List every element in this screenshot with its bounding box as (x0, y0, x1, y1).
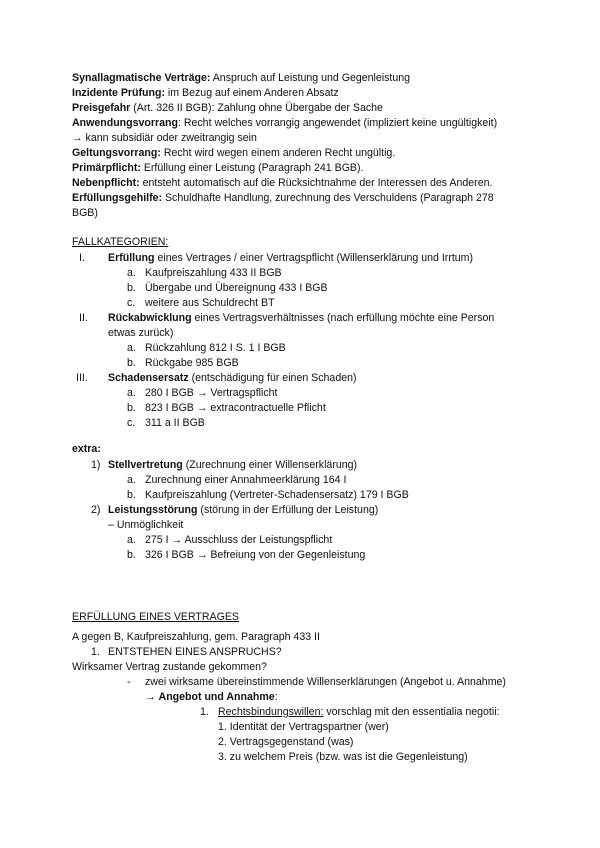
sub-item-text: 280 I BGB → Vertragspflicht (145, 387, 278, 399)
definition-line (72, 86, 339, 101)
list-number: 1. (91, 646, 100, 658)
sub-item-letter: b. (127, 489, 136, 501)
definition-line (72, 146, 395, 161)
sub-item-letter: b. (127, 282, 136, 294)
section-heading-extra: extra: (72, 443, 101, 455)
definition-term: Anwendungsvorrang (72, 117, 178, 129)
definition-term: Synallagmatische Verträge: (72, 72, 211, 84)
list-item-text: eines Vertragsverhältnisses (nach erfüllung möchte eine Person (191, 312, 495, 324)
sub-item-letter: a. (127, 534, 136, 546)
essentialia-item: 3. zu welchem Preis (bzw. was ist die Gegenleistung) (218, 751, 468, 763)
definition-term: Preisgefahr (72, 102, 131, 114)
arrow-line: → Angebot und Annahme: (145, 691, 278, 703)
section-heading-fallkategorien: FALLKATEGORIEN: (72, 236, 169, 248)
list-item: ENTSTEHEN EINES ANSPRUCHS? (108, 646, 282, 658)
sub-item-text: 326 I BGB → Befreiung von der Gegenleistung (145, 549, 366, 561)
rechtsbindungswillen-term: Rechtsbindungswillen: (218, 706, 324, 718)
list-item-term: Stellvertretung (108, 459, 183, 471)
sub-item-text: Zurechnung einer Annahmeerklärung 164 I (145, 474, 347, 486)
list-numeral: II. (79, 312, 88, 324)
sub-item-text: 311 a II BGB (145, 417, 205, 429)
definition-text: entsteht automatisch auf die Rücksichtnahme der Interessen des Anderen. (139, 177, 493, 189)
list-item-continuation: – Unmöglichkeit (108, 519, 184, 531)
sub-item-letter: a. (127, 342, 136, 354)
list-item (108, 371, 357, 386)
definition-term: Erfüllungsgehilfe: (72, 192, 163, 204)
sub-item-text: Kaufpreiszahlung 433 II BGB (145, 267, 282, 279)
sub-item-letter: c. (127, 417, 136, 429)
definition-text: Anspruch auf Leistung und Gegenleistung (210, 72, 411, 84)
case-line: A gegen B, Kaufpreiszahlung, gem. Paragraph 433 II (72, 631, 320, 643)
list-numeral: I. (79, 252, 85, 264)
list-item-text: (störung in der Erfüllung der Leistung) (197, 504, 379, 516)
list-item-text: (Zurechnung einer Willenserklärung) (182, 459, 358, 471)
list-item-term: Erfüllung (108, 252, 155, 264)
list-number: 2) (91, 504, 101, 516)
definition-term: Primärpflicht: (72, 162, 141, 174)
list-item-term: Leistungsstörung (108, 504, 198, 516)
definition-text: (Art. 326 II BGB): Zahlung ohne Übergabe der Sache (130, 102, 383, 114)
definition-line (72, 176, 492, 191)
list-item-term: Schadensersatz (108, 372, 189, 384)
sub-item-text: 823 I BGB → extracontractuelle Pflicht (145, 402, 326, 414)
sub-item-letter: c. (127, 297, 136, 309)
sub-item-text: 275 I → Ausschluss der Leistungspflicht (145, 534, 333, 546)
list-item (108, 458, 357, 473)
list-item (218, 705, 500, 720)
definition-line (72, 131, 257, 146)
definition-term: Nebenpflicht: (72, 177, 140, 189)
list-item-text: (entschädigung für einen Schaden) (188, 372, 357, 384)
list-item-continuation: etwas zurück) (108, 327, 174, 339)
definition-term: Geltungsvorrang: (72, 147, 161, 159)
sub-item-letter: a. (127, 387, 136, 399)
section-heading-erfuellung: ERFÜLLUNG EINES VERTRAGES (72, 611, 239, 623)
sub-item-letter: a. (127, 474, 136, 486)
list-item-text: eines Vertrages / einer Vertragspflicht (Willenserklärung und Irrtum) (154, 252, 474, 264)
definition-line (72, 101, 383, 116)
list-item (108, 311, 494, 326)
sub-item-text: Rückgabe 985 BGB (145, 357, 239, 369)
definition-line (72, 71, 410, 86)
essentialia-item: 2. Vertragsgegenstand (was) (218, 736, 354, 748)
sub-item-text: Kaufpreiszahlung (Vertreter-Schadensersatz) 179 I BGB (145, 489, 409, 501)
bullet-text: zwei wirksame übereinstimmende Willenserklärungen (Angebot u. Annahme) (145, 676, 506, 688)
sub-item-letter: b. (127, 549, 136, 561)
list-item (108, 251, 473, 266)
definition-text: im Bezug auf einem Anderen Absatz (164, 87, 339, 99)
sub-item-text: weitere aus Schuldrecht BT (145, 297, 275, 309)
sub-item-text: Rückzahlung 812 I S. 1 I BGB (145, 342, 286, 354)
definition-line (72, 161, 363, 176)
question-line: Wirksamer Vertrag zustande gekommen? (72, 661, 267, 673)
bullet-dash: - (127, 676, 131, 688)
sub-item-text: Übergabe und Übereignung 433 I BGB (145, 282, 328, 294)
list-number: 1) (91, 459, 101, 471)
sub-item-letter: b. (127, 402, 136, 414)
angebot-term: Angebot und Annahme (158, 691, 275, 703)
definition-term: Inzidente Prüfung: (72, 87, 165, 99)
list-item-text: vorschlag mit den essentialia negotii: (323, 706, 500, 718)
definition-line (72, 206, 98, 221)
list-number: 1. (200, 706, 209, 718)
definition-text: → kann subsidiär oder zweitrangig sein (72, 132, 257, 144)
definition-text: Erfüllung einer Leistung (Paragraph 241 BGB). (140, 162, 364, 174)
sub-item-letter: b. (127, 357, 136, 369)
definition-line (72, 116, 497, 131)
list-numeral: III. (76, 372, 88, 384)
sub-item-letter: a. (127, 267, 136, 279)
definition-text: Recht wird wegen einem anderen Recht ungültig. (160, 147, 396, 159)
definition-text: : Recht welches vorrangig angewendet (impliziert keine ungültigkeit) (177, 117, 498, 129)
arrow-icon: → (145, 691, 159, 703)
list-item (108, 503, 378, 518)
definition-text: Schuldhafte Handlung, zurechnung des Verschuldens (Paragraph 278 (162, 192, 494, 204)
essentialia-item: 1. Identität der Vertragspartner (wer) (218, 721, 389, 733)
definition-text: BGB) (72, 207, 98, 219)
definition-line (72, 191, 494, 206)
list-item-term: Rückabwicklung (108, 312, 192, 324)
